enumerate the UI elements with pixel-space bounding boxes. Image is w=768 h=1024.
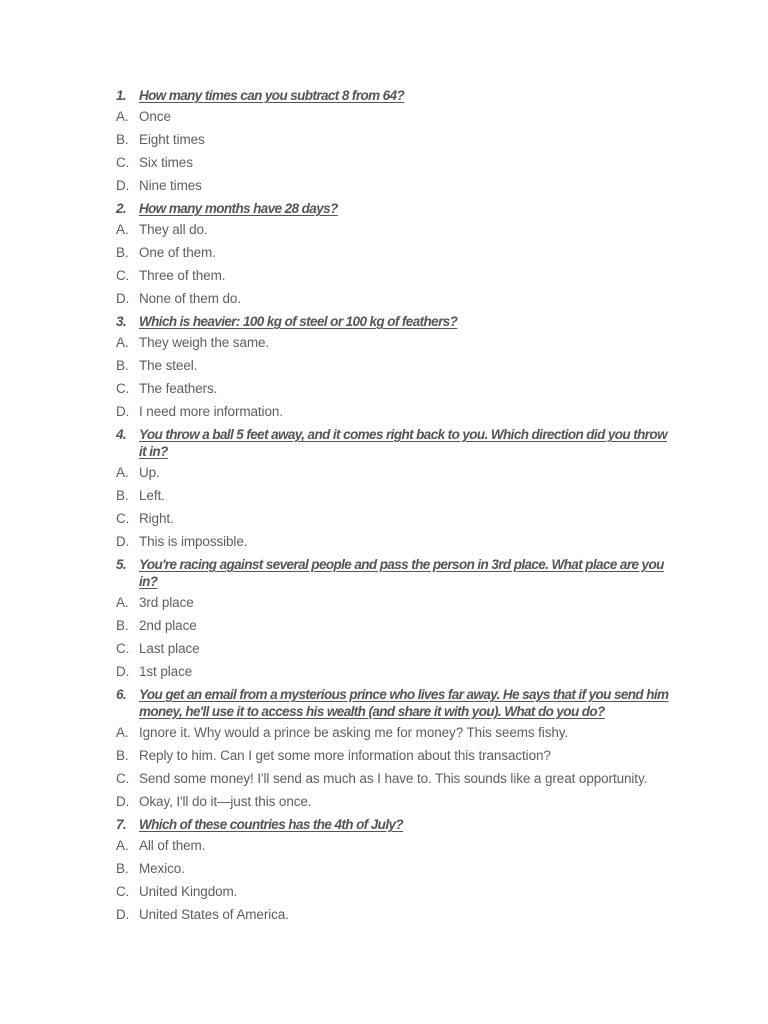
option-letter: B. <box>116 861 129 876</box>
option-text: Last place <box>139 641 200 656</box>
option-letter: C. <box>116 771 130 786</box>
question-heading <box>116 816 676 833</box>
question-number: 7. <box>116 817 127 832</box>
question-block <box>116 87 676 200</box>
answer-option <box>116 244 676 267</box>
question-number: 4. <box>116 427 127 442</box>
question-block <box>116 313 676 426</box>
option-text: Up. <box>139 465 160 480</box>
option-letter: A. <box>116 595 129 610</box>
option-text: Three of them. <box>139 268 226 283</box>
option-letter: D. <box>116 664 130 679</box>
option-letter: B. <box>116 488 129 503</box>
option-letter: C. <box>116 641 130 656</box>
question-heading <box>116 200 676 217</box>
option-text: One of them. <box>139 245 216 260</box>
option-text: Once <box>139 109 171 124</box>
answer-option <box>116 770 676 793</box>
option-letter: B. <box>116 245 129 260</box>
option-letter: A. <box>116 465 129 480</box>
option-letter: B. <box>116 132 129 147</box>
question-block <box>116 686 676 816</box>
option-letter: D. <box>116 907 130 922</box>
question-heading <box>116 426 676 460</box>
question-number: 5. <box>116 557 127 572</box>
answer-option <box>116 793 676 816</box>
question-number: 1. <box>116 88 127 103</box>
option-text: None of them do. <box>139 291 241 306</box>
question-heading <box>116 313 676 330</box>
option-text: 1st place <box>139 664 193 679</box>
option-text: Nine times <box>139 178 202 193</box>
question-number: 6. <box>116 687 127 702</box>
question-heading <box>116 87 676 104</box>
answer-option <box>116 747 676 770</box>
question-text: Which of these countries has the 4th of July? <box>139 817 404 832</box>
option-letter: C. <box>116 511 130 526</box>
option-letter: D. <box>116 794 130 809</box>
answer-option <box>116 131 676 154</box>
option-text: This is impossible. <box>139 534 248 549</box>
option-letter: A. <box>116 335 129 350</box>
quiz-document <box>116 87 676 929</box>
option-letter: D. <box>116 178 130 193</box>
answer-option <box>116 860 676 883</box>
answer-option <box>116 464 676 487</box>
option-text: 3rd place <box>139 595 194 610</box>
option-text: Reply to him. Can I get some more information about this transaction? <box>139 748 551 763</box>
answer-option <box>116 403 676 426</box>
option-text: All of them. <box>139 838 206 853</box>
option-text: The steel. <box>139 358 198 373</box>
option-text: Send some money! I'll send as much as I have to. This sounds like a great opportunity. <box>139 771 648 786</box>
option-letter: B. <box>116 748 129 763</box>
answer-option <box>116 290 676 313</box>
question-text: Which is heavier: 100 kg of steel or 100 kg of feathers? <box>139 314 458 329</box>
option-letter: D. <box>116 291 130 306</box>
answer-option <box>116 108 676 131</box>
option-text: The feathers. <box>139 381 218 396</box>
answer-option <box>116 487 676 510</box>
answer-option <box>116 357 676 380</box>
question-heading <box>116 556 676 590</box>
option-text: Eight times <box>139 132 205 147</box>
answer-option <box>116 533 676 556</box>
option-text: Right. <box>139 511 174 526</box>
answer-option <box>116 837 676 860</box>
question-text: How many months have 28 days? <box>139 201 338 216</box>
answer-option <box>116 154 676 177</box>
option-text: Mexico. <box>139 861 185 876</box>
question-text: You throw a ball 5 feet away, and it comes right back to you. Which direction did you throw it in? <box>139 427 667 459</box>
option-letter: A. <box>116 838 129 853</box>
question-text: You're racing against several people and pass the person in 3rd place. What place are you in? <box>139 557 664 589</box>
option-letter: C. <box>116 268 130 283</box>
question-number: 2. <box>116 201 127 216</box>
option-text: United States of America. <box>139 907 289 922</box>
option-letter: D. <box>116 534 130 549</box>
option-text: They weigh the same. <box>139 335 270 350</box>
question-block <box>116 426 676 556</box>
option-letter: A. <box>116 222 129 237</box>
option-text: Okay, I'll do it—just this once. <box>139 794 312 809</box>
question-heading <box>116 686 676 720</box>
option-letter: C. <box>116 155 130 170</box>
question-block <box>116 816 676 929</box>
answer-option <box>116 177 676 200</box>
answer-option <box>116 883 676 906</box>
question-text: How many times can you subtract 8 from 64? <box>139 88 405 103</box>
option-letter: C. <box>116 381 130 396</box>
answer-option <box>116 594 676 617</box>
answer-option <box>116 906 676 929</box>
answer-option <box>116 640 676 663</box>
option-text: 2nd place <box>139 618 197 633</box>
option-letter: A. <box>116 725 129 740</box>
answer-option <box>116 663 676 686</box>
question-block <box>116 200 676 313</box>
answer-option <box>116 617 676 640</box>
answer-option <box>116 380 676 403</box>
option-letter: D. <box>116 404 130 419</box>
option-letter: A. <box>116 109 129 124</box>
question-text: You get an email from a mysterious prince who lives far away. He says that if you send him money, he'll use it to access his wealth (and share it with you). What do you do? <box>139 687 669 719</box>
option-letter: B. <box>116 358 129 373</box>
option-text: Six times <box>139 155 193 170</box>
answer-option <box>116 724 676 747</box>
answer-option <box>116 334 676 357</box>
option-letter: C. <box>116 884 130 899</box>
option-letter: B. <box>116 618 129 633</box>
answer-option <box>116 267 676 290</box>
answer-option <box>116 221 676 244</box>
option-text: I need more information. <box>139 404 283 419</box>
question-block <box>116 556 676 686</box>
option-text: Left. <box>139 488 165 503</box>
option-text: Ignore it. Why would a prince be asking me for money? This seems fishy. <box>139 725 569 740</box>
option-text: United Kingdom. <box>139 884 238 899</box>
question-number: 3. <box>116 314 127 329</box>
option-text: They all do. <box>139 222 208 237</box>
answer-option <box>116 510 676 533</box>
